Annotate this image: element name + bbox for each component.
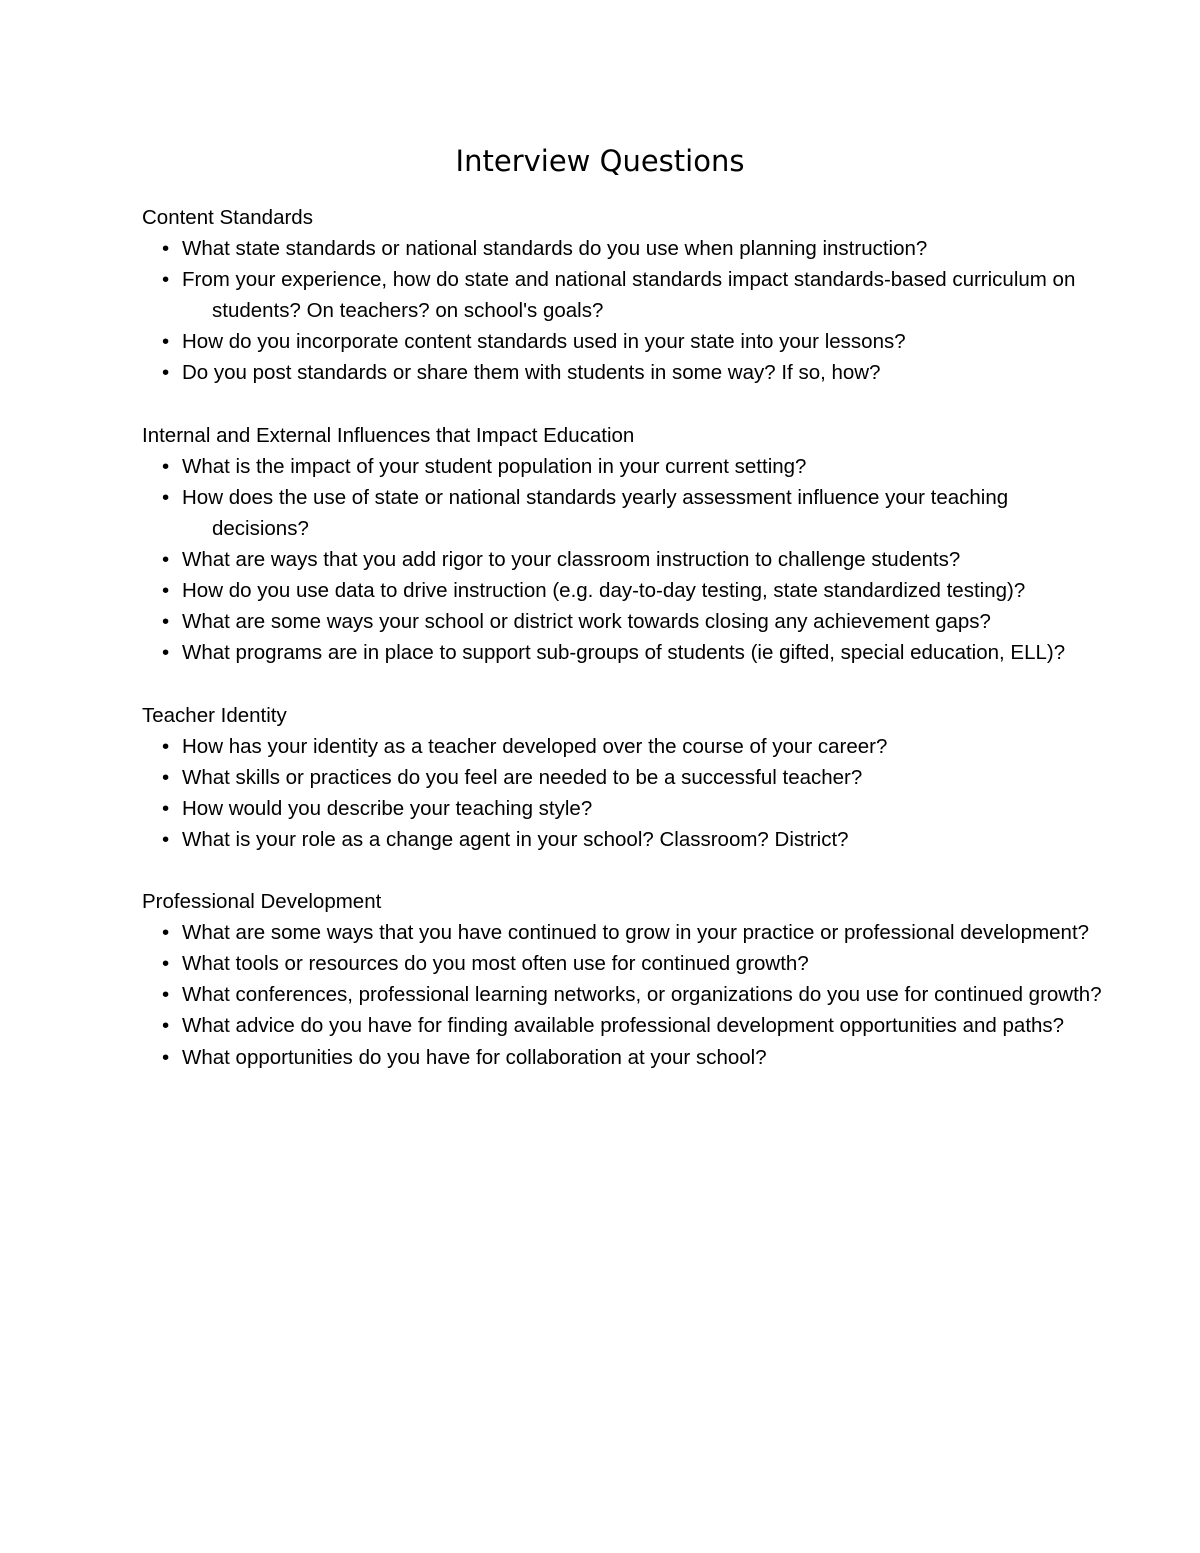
section-heading: Teacher Identity [142,703,287,727]
document-title: Interview Questions [455,144,745,178]
bullet-icon: • [162,268,170,292]
question-item [142,979,1102,1010]
question-section [142,700,1102,855]
question-list [142,233,1102,388]
question-list [142,917,1102,1072]
bullet-icon: • [162,485,170,509]
question-item [142,793,1102,824]
question-item [142,731,1102,762]
question-text: What opportunities do you have for collaboration at your school? [182,1045,767,1069]
question-text: How do you use data to drive instruction (e.g. day-to-day testing, state standardized testing)? [182,579,1026,603]
question-text: What conferences, professional learning networks, or organizations do you use for continued growth? [182,983,1102,1007]
question-text: How has your identity as a teacher developed over the course of your career? [182,734,888,758]
question-text: Do you post standards or share them with students in some way? If so, how? [182,361,881,385]
question-list [142,451,1102,669]
bullet-icon: • [162,330,170,354]
question-item [142,357,1102,388]
question-text: From your experience, how do state and national standards impact standards-based curriculum on students? On teachers? on school's goals? [182,268,1076,323]
question-text: What is the impact of your student population in your current setting? [182,454,807,478]
question-item [142,824,1102,855]
question-text: What state standards or national standards do you use when planning instruction? [182,237,928,261]
question-item [142,326,1102,357]
question-text: What skills or practices do you feel are needed to be a successful teacher? [182,765,863,789]
question-text: How does the use of state or national standards yearly assessment influence your teaching decisions? [182,485,1009,540]
bullet-icon: • [162,237,170,261]
question-item [142,637,1102,668]
question-item [142,482,1102,544]
question-text: What are some ways your school or district work towards closing any achievement gaps? [182,610,991,634]
question-list [142,731,1102,855]
question-item [142,233,1102,264]
question-item [142,762,1102,793]
question-section [142,886,1102,1073]
section-heading: Content Standards [142,206,313,229]
bullet-icon: • [162,796,170,820]
question-text: How do you incorporate content standards used in your state into your lessons? [182,330,906,354]
document-body [142,202,1102,1104]
question-section [142,420,1102,669]
question-item [142,264,1102,326]
question-item [142,451,1102,482]
bullet-icon: • [162,579,170,603]
question-text: What advice do you have for finding available professional development opportunities and paths? [182,1014,1065,1038]
section-heading: Professional Development [142,890,382,914]
question-item [142,606,1102,637]
bullet-icon: • [162,454,170,478]
bullet-icon: • [162,952,170,976]
bullet-icon: • [162,361,170,385]
question-text: What are some ways that you have continued to grow in your practice or professional development? [182,921,1090,945]
bullet-icon: • [162,921,170,945]
question-item [142,1042,1102,1073]
bullet-icon: • [162,983,170,1007]
bullet-icon: • [162,548,170,572]
question-item [142,948,1102,979]
bullet-icon: • [162,734,170,758]
section-heading: Internal and External Influences that Impact Education [142,423,635,447]
question-text: How would you describe your teaching style? [182,796,593,820]
question-text: What is your role as a change agent in your school? Classroom? District? [182,827,849,851]
question-item [142,544,1102,575]
bullet-icon: • [162,827,170,851]
question-text: What programs are in place to support sub-groups of students (ie gifted, special education, ELL)? [182,641,1066,665]
question-section [142,202,1102,389]
question-text: What tools or resources do you most often use for continued growth? [182,952,809,976]
bullet-icon: • [162,1014,170,1038]
question-item [142,1010,1102,1041]
question-item [142,575,1102,606]
bullet-icon: • [162,1045,170,1069]
question-text: What are ways that you add rigor to your classroom instruction to challenge students? [182,548,961,572]
question-item [142,917,1102,948]
bullet-icon: • [162,610,170,634]
bullet-icon: • [162,765,170,789]
bullet-icon: • [162,641,170,665]
